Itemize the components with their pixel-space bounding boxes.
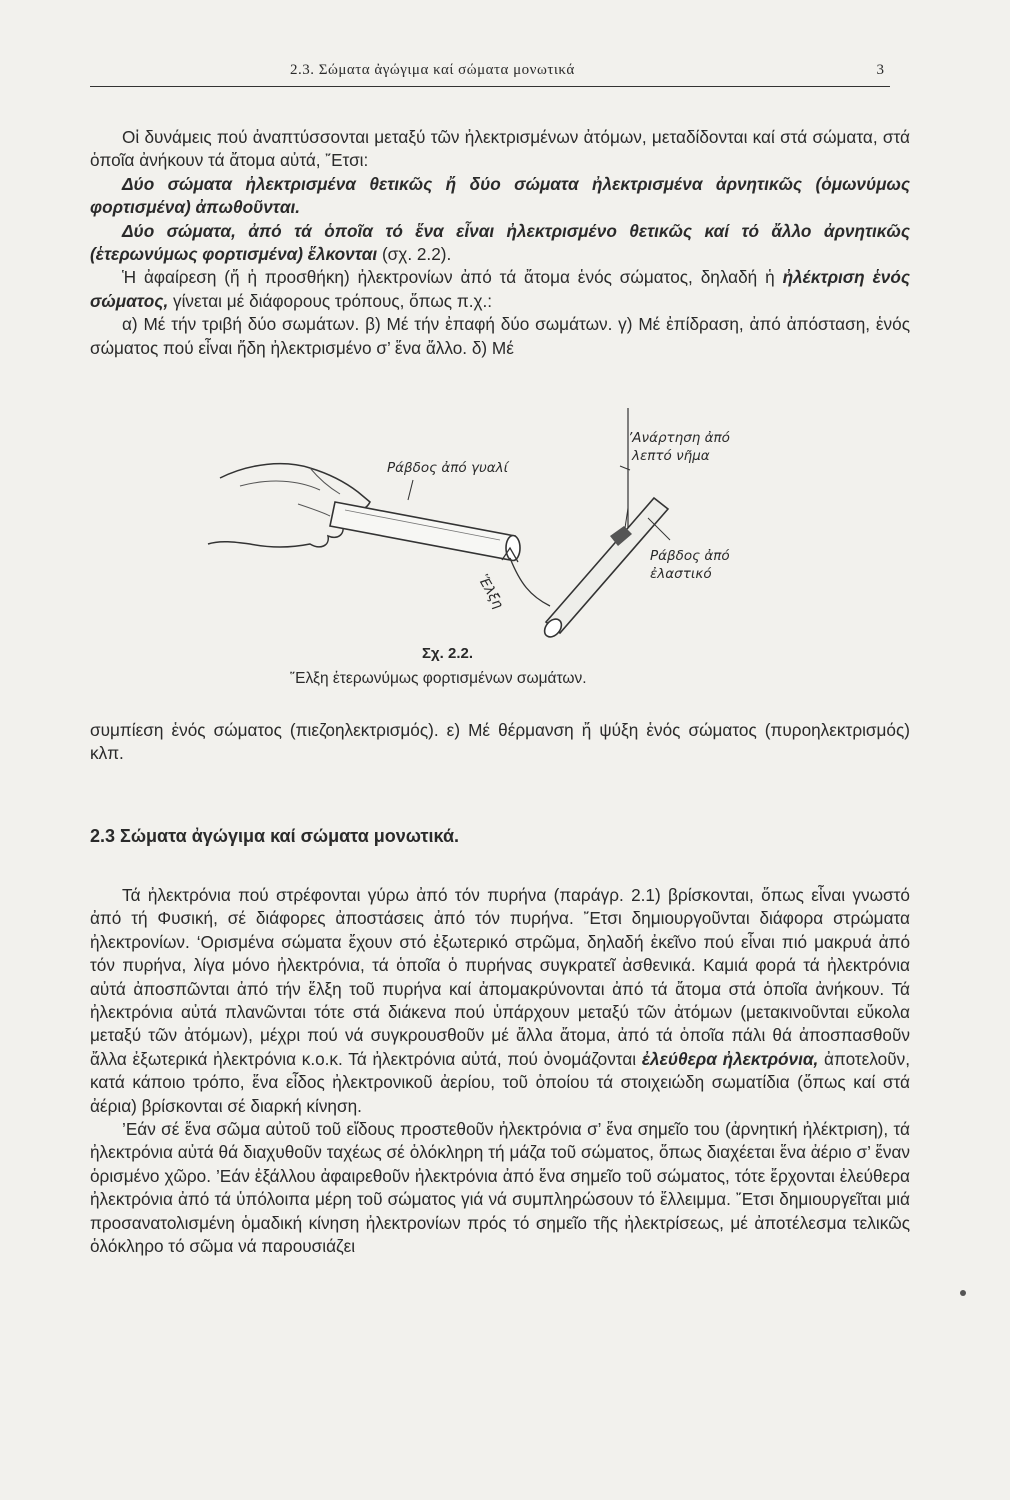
thread-label-line1: ’Ανάρτηση ἀπό bbox=[628, 430, 730, 446]
electrification-sentence bbox=[90, 266, 910, 313]
glass-rod bbox=[330, 502, 520, 561]
thread-label-line2: λεπτό νῆμα bbox=[632, 448, 710, 464]
free-electrons-paragraph bbox=[90, 884, 910, 1118]
header-rule bbox=[90, 86, 890, 87]
diffusion-paragraph: ’Εάν σέ ἕνα σῶμα αὐτοῦ τοῦ εἴδους προστεθοῦν ἠλεκτρόνια σ’ ἕνα σημεῖο του (ἀρνητική ἠλέκτριση), τά ἠλεκτρόνια αὐτά θά διαχυθοῦν ταχέως σέ ὁλόκληρη τή μάζα τοῦ σώματος, ὅπως διαχέεται ἕνα ἀέριο σ’ ἕναν ὁρισμένο χῶρο. ’Εάν ἐξάλλου ἀφαιρεθοῦν ἠλεκτρόνια ἀπό ἕνα σημεῖο τοῦ σώματος, τότε ἔρχονται ἐλεύθερα ἠλεκτρόνια ἀπό τά ὑπόλοιπα μέρη τοῦ σώματος γιά νά συμπληρώσουν τό ἔλλειμμα. ῎Ετσι δημιουργεῖται μιά προσανατολισμένη ὁμαδική κίνηση ἠλεκτρονίων πρός τό σημεῖο τῆς ἠλεκτρίσεως, μέ ἀποτέλεσμα τελικῶς ὁλόκληρο τό σῶμα νά παρουσιάζει bbox=[90, 1119, 910, 1257]
running-header bbox=[90, 62, 890, 86]
rubber-rod-label-line2: ἐλαστικό bbox=[650, 566, 712, 582]
free-electrons-start: Τά ἠλεκτρόνια πού στρέφονται γύρω ἀπό τόν πυρήνα (παράγρ. 2.1) βρίσκονται, ὅπως εἶναι γνωστό ἀπό τή Φυσική, σέ διάφορες ἀποστάσεις ἀπό τόν πυρήνα. ῎Ετσι δημιουργοῦνται διάφορα στρώματα ἠλεκτρονίων. ‘Ορισμένα σώματα ἔχουν στό ἐξωτερικό στρῶμα, δηλαδή ἐκεῖνο πού εἶναι πιό μακρυά ἀπό τόν πυρήνα, λίγα μόνο ἠλεκτρόνια, τά ὁποῖα ὁ πυρήνας συγκρατεῖ ἀσθενικά. Καμιά φορά τά ἠλεκτρόνια αὐτά ἀποσπῶνται ἀπό τήν ἕλξη τοῦ πυρήνα καί ἀπομακρύνονται ἀπό τά ἄτομα στά ὁποῖα ἀνήκουν. Τά ἠλεκτρόνια αὐτά πλανῶνται τότε στά διάκενα πού ὑπάρχουν μεταξύ τῶν ἀτόμων (μετακινοῦνται εὔκολα μεταξύ τῶν ἀτόμων), μέχρι πού νά συγκρουσθοῦν μέ ἄλλα ἄτομα, ἀπό τά ὁποῖα πάλι θά ἀποσπασθοῦν ἄλλα ἐξωτερικά ἠλεκτρόνια κ.ο.κ. Τά ἠλεκτρόνια αὐτά, πού ὀνομάζονται bbox=[90, 885, 910, 1069]
glass-rod-label: Ράβδος ἀπό γυαλί bbox=[387, 460, 509, 476]
intro-paragraph bbox=[90, 126, 910, 360]
electrification-term: ἠλέκτριση ἑνός σώματος, bbox=[90, 267, 910, 311]
figure-number: Σχ. 2.2. bbox=[422, 645, 473, 662]
figure-2-2 bbox=[180, 408, 800, 668]
electrification-start: Ἡ ἀφαίρεση (ἤ ἡ προσθήκη) ἠλεκτρονίων ἀπό τά ἄτομα ἑνός σώματος, δηλαδή ἡ bbox=[122, 267, 783, 288]
free-electrons-term: ἐλεύθερα ἠλεκτρόνια, bbox=[641, 1048, 819, 1069]
header-title: 2.3. Σώματα ἀγώγιμα καί σώματα μονωτικά bbox=[290, 62, 575, 78]
section-body bbox=[90, 884, 910, 1259]
attraction-label: Ἕλξη bbox=[474, 572, 507, 612]
section-heading: 2.3 Σώματα ἀγώγιμα καί σώματα μονωτικά. bbox=[90, 826, 460, 846]
rule-attraction bbox=[90, 220, 910, 267]
electrification-end: γίνεται μέ διάφορους τρόπους, ὅπως π.χ.: bbox=[168, 290, 493, 311]
figure-caption: ῞Ελξη ἑτερωνύμως φορτισμένων σωμάτων. bbox=[290, 670, 587, 687]
free-electrons-end: ἀποτελοῦν, κατά κάποιο τρόπο, ἕνα εἶδος ἠλεκτρονικοῦ ἀερίου, τοῦ ὁποίου τά στοιχειώδη σωματίδια (ὅπως καί στά ἀέρια) βρίσκονται σέ διαρκή κίνηση. bbox=[90, 1048, 910, 1116]
methods-continuation bbox=[90, 719, 910, 766]
methods-continuation-text: συμπίεση ἑνός σώματος (πιεζοηλεκτρισμός). ε) Μέ θέρμανση ἤ ψύξη ἑνός σώματος (πυροηλεκτρισμός) κλπ. bbox=[90, 720, 910, 764]
attraction-arrow bbox=[510, 558, 550, 606]
rubber-rod-label-line1: Ράβδος ἀπό bbox=[650, 548, 730, 564]
rule-attraction-bold: Δύο σώματα, ἀπό τά ὁποῖα τό ἕνα εἶναι ἠλεκτρισμένο θετικῶς καί τό ἄλλο ἀρνητικῶς (ἑτερωνύμως φορτισμένα) ἕλκονται bbox=[90, 220, 910, 265]
forces-sentence: Οἱ δυνάμεις πού ἀναπτύσσονται μεταξύ τῶν ἠλεκτρισμένων ἀτόμων, μεταδίδονται καί στά σώματα, στά ὁποῖα ἀνήκουν τά ἄτομα αὐτά, ῎Ετσι: bbox=[90, 127, 910, 171]
scan-speck bbox=[960, 1290, 966, 1296]
rule-repulsion: Δύο σώματα ἠλεκτρισμένα θετικῶς ἤ δύο σώματα ἠλεκτρισμένα ἀρνητικῶς (ὁμωνύμως φορτισμένα) ἀπωθοῦνται. bbox=[90, 173, 910, 218]
page-number: 3 bbox=[876, 62, 884, 78]
rule-attraction-ref: (σχ. 2.2). bbox=[377, 244, 452, 265]
methods-list: α) Μέ τήν τριβή δύο σωμάτων. β) Μέ τήν ἐπαφή δύο σωμάτων. γ) Μέ ἐπίδραση, ἀπό ἀπόσταση, ἑνός σώματος πού εἶναι ἤδη ἠλεκτρισμένο σ’ ἕνα ἄλλο. δ) Μέ bbox=[90, 314, 910, 358]
